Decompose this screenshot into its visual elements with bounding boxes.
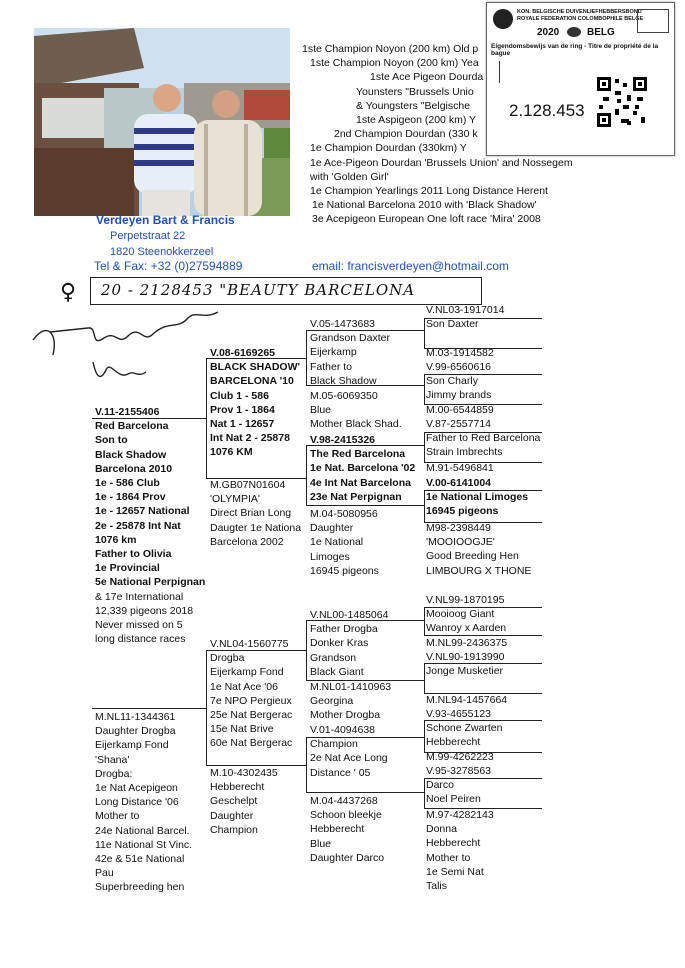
g3-line: Hebberecht — [310, 823, 365, 836]
achievement: 2nd Champion Dourdan (330 k — [334, 128, 478, 141]
g4-line: Father to Red Barcelona — [426, 432, 541, 445]
g3-c — [310, 433, 415, 504]
g4-2 — [426, 360, 491, 403]
g3-line: Blue — [310, 404, 332, 417]
dam-sire-line: 1e Nat Ace '06 — [210, 680, 278, 693]
ring-year: 2020 — [537, 27, 560, 38]
g4-line: V.00-6141004 — [426, 477, 492, 489]
main-pigeon-line: long distance races — [95, 633, 186, 646]
g4-line: V.93-4655123 — [426, 708, 492, 720]
main-pigeon-line: 12,339 pigeons 2018 — [95, 604, 194, 617]
g4-12 — [426, 707, 502, 750]
g4-line: 16945 pigeons — [426, 505, 499, 518]
achievement: 1e Champion Yearlings 2011 Long Distance Herent — [310, 185, 548, 198]
g3-line: Daughter — [310, 522, 354, 535]
dam-sire-line: 60e Nat Bergerac — [210, 737, 293, 750]
g4-line: Jonge Musketier — [426, 665, 504, 678]
pigeon-logo-icon — [637, 9, 669, 33]
dam-line: Long Distance '06 — [95, 796, 179, 809]
card-title: Eigendomsbewijs van de ring - Titre de propriété de la bague — [491, 43, 659, 57]
g4-10 — [426, 650, 504, 678]
g3-line: Father to — [310, 360, 353, 373]
sire-sire-line: 1076 KM — [210, 446, 253, 459]
g3-line: 16945 pigeons — [310, 564, 379, 577]
g4-line: V.NL03-1917014 — [426, 304, 505, 316]
main-pigeon-line: V.11-2155406 — [95, 406, 160, 418]
dam-sire-line: 7e NPO Pergieux — [210, 694, 292, 707]
g3-line: Donker Kras — [310, 637, 369, 650]
g4-line: V.NL99-1870195 — [426, 594, 505, 606]
g3-d — [310, 507, 379, 578]
g4-line: M98-2398449 — [426, 522, 491, 534]
ring-ownership-card — [486, 2, 675, 156]
g4-line: M.91-5496841 — [426, 462, 494, 474]
g3-line: 1e National — [310, 536, 364, 549]
g3-line: V.98-2415326 — [310, 434, 376, 446]
g4-line: M.NL94-1457664 — [426, 694, 508, 706]
g3-line: Georgina — [310, 695, 354, 708]
dam-line: Superbreeding hen — [95, 881, 185, 894]
g4-3 — [426, 403, 494, 417]
achievement: 1e National Barcelona 2010 with 'Black Shadow' — [312, 199, 537, 212]
dam-line: M.NL11-1344361 — [95, 711, 176, 723]
achievement: 1e Ace-Pigeon Dourdan 'Brussels Union' and Nossegem — [310, 156, 573, 169]
dam-line: Drogba: — [95, 767, 133, 780]
dam-main — [95, 710, 192, 895]
dam-sire-line: 15e Nat Brive — [210, 723, 274, 736]
handwritten-signature — [28, 300, 228, 390]
g3-line: Grandson — [310, 651, 357, 664]
g4-line: Mooioog Giant — [426, 608, 495, 621]
g3-line: Blue — [310, 837, 332, 850]
g4-line: 1e Semi Nat — [426, 865, 484, 878]
federation-name — [517, 9, 643, 23]
dam-sire — [210, 637, 292, 751]
g4-line: Strain Imbrechts — [426, 446, 503, 459]
main-pigeon — [95, 405, 205, 646]
dam-dam-line: M.10-4302435 — [210, 767, 278, 779]
g3-f — [310, 680, 391, 723]
dam-line: Daughter Drogba — [95, 725, 176, 738]
g3-line: Mother Black Shad. — [310, 418, 402, 431]
g4-13 — [426, 750, 494, 764]
dam-line: 1e Nat Acepigeon — [95, 782, 178, 795]
dam-dam-line: Daughter — [210, 809, 254, 822]
g4-line: LIMBOURG X THONE — [426, 564, 532, 577]
g3-line: V.NL00-1485064 — [310, 609, 389, 621]
g4-line: Donna — [426, 823, 457, 836]
g4-6 — [426, 476, 528, 519]
g4-line: M.00-6544859 — [426, 404, 494, 416]
g4-line: M.03-1914582 — [426, 347, 494, 359]
dam-dam — [210, 766, 278, 837]
g4-line: V.99-6560616 — [426, 361, 492, 373]
g3-line: V.01-4094638 — [310, 724, 376, 736]
g3-g — [310, 723, 388, 780]
main-pigeon-line: 2e - 25878 Int Nat — [95, 519, 181, 532]
g4-line: Schone Zwarten — [426, 722, 503, 735]
achievement: 1ste Aspigeon (200 km) Y — [356, 114, 477, 127]
female-symbol-icon: ♀ — [60, 280, 77, 305]
sire-sire — [210, 346, 300, 460]
g3-line: Grandson Daxter — [310, 332, 390, 345]
dam-dam-line: Geschelpt — [210, 795, 258, 808]
g4-line: Son Charly — [426, 375, 478, 388]
g4-line: Good Breeding Hen — [426, 550, 519, 563]
handwritten-ring-name: 20 - 2128453 "BEAUTY BARCELONA — [101, 281, 416, 299]
g4-9 — [426, 636, 507, 650]
g4-line: M.99-4262223 — [426, 751, 494, 763]
g3-line: Champion — [310, 738, 358, 751]
g4-line: V.95-3278563 — [426, 765, 492, 777]
sire-sire-line: Int Nat 2 - 25878 — [210, 432, 290, 445]
sire-dam — [210, 478, 301, 549]
dam-sire-line: Eijerkamp Fond — [210, 666, 284, 679]
emblem-icon — [567, 27, 581, 37]
dam-line: 42e & 51e National — [95, 853, 185, 866]
owner-name: Verdeyen Bart & Francis — [96, 213, 235, 227]
main-pigeon-line: 1e Provincial — [95, 562, 160, 575]
g3-line: The Red Barcelona — [310, 448, 406, 461]
dam-dam-line: Champion — [210, 823, 258, 836]
ring-country: BELG — [587, 27, 615, 38]
g4-5 — [426, 461, 494, 475]
achievement: Younsters "Brussels Unio — [356, 85, 474, 98]
g3-line: M.04-5080956 — [310, 508, 378, 520]
main-pigeon-line: 1e - 586 Club — [95, 477, 160, 490]
g3-line: 1e Nat. Barcelona '02 — [310, 462, 416, 475]
g3-e — [310, 608, 388, 679]
sire-dam-line: Daugter 1e Nationa — [210, 521, 302, 534]
sire-dam-line: Barcelona 2002 — [210, 535, 284, 548]
g4-line: Jimmy brands — [426, 389, 492, 402]
g4-line: M.97-4282143 — [426, 809, 494, 821]
main-pigeon-line: Son to — [95, 434, 128, 447]
main-pigeon-line: Barcelona 2010 — [95, 462, 173, 475]
g3-line: Distance ' 05 — [310, 766, 371, 779]
owner-email: email: francisverdeyen@hotmail.com — [312, 259, 509, 273]
sire-sire-line: Club 1 - 586 — [210, 389, 269, 402]
g4-line: Son Daxter — [426, 318, 479, 331]
g4-line: 'MOOIOOGJE' — [426, 536, 495, 549]
dam-line: Mother to — [95, 810, 140, 823]
g3-line: 4e Int Nat Barcelona — [310, 476, 411, 489]
org-line-2: ROYALE FEDERATION COLOMBOPHILE BELGE — [517, 16, 644, 22]
dam-sire-line: Drogba — [210, 652, 245, 665]
sire-dam-line: 'OLYMPIA' — [210, 493, 260, 506]
g3-line: M.05-6069350 — [310, 390, 378, 402]
g3-line: Eijerkamp — [310, 346, 357, 359]
achievement: 3e Acepigeon European One loft race 'Mira' 2008 — [312, 213, 541, 226]
sire-sire-line: BARCELONA '10 — [210, 375, 294, 388]
sire-dam-line: Direct Brian Long — [210, 507, 292, 520]
g4-line: 1e National Limoges — [426, 491, 529, 504]
main-pigeon-line: Red Barcelona — [95, 420, 169, 433]
g4-14 — [426, 764, 491, 807]
dam-line: Eijerkamp Fond — [95, 739, 169, 752]
qr-code-icon — [597, 77, 647, 127]
g3-line: Black Shadow — [310, 374, 377, 387]
g4-line: Noel Peiren — [426, 793, 481, 806]
g4-line: Wanroy x Aarden — [426, 622, 507, 635]
g4-4 — [426, 417, 540, 460]
g4-15 — [426, 808, 494, 893]
achievement: 1ste Champion Noyon (200 km) Old p — [302, 43, 479, 55]
ring-number: 2.128.453 — [509, 101, 585, 120]
sire-sire-line: BLACK SHADOW' — [210, 361, 300, 374]
g3-line: Limoges — [310, 550, 350, 563]
g3-line: Black Giant — [310, 665, 364, 678]
g3-line: 2e Nat Ace Long — [310, 752, 388, 765]
main-pigeon-line: & 17e International — [95, 590, 184, 603]
org-line-1: KON. BELGISCHE DUIVENLIEFHEBBERSBOND — [517, 9, 642, 15]
achievement: 1e Champion Dourdan (330km) Y — [310, 142, 467, 155]
g4-0 — [426, 303, 504, 331]
owners-photo — [34, 28, 290, 216]
g4-1 — [426, 346, 494, 360]
g4-line: Hebberecht — [426, 837, 481, 850]
main-pigeon-line: 1076 km — [95, 533, 137, 546]
dam-sire-line: V.NL04-1560775 — [210, 638, 289, 650]
main-pigeon-line: Black Shadow — [95, 448, 167, 461]
owner-street: Perpetstraat 22 — [110, 230, 186, 242]
g3-a — [310, 317, 390, 388]
g3-line: M.NL01-1410963 — [310, 681, 392, 693]
g3-line: 23e Nat Perpignan — [310, 490, 402, 503]
achievement: & Youngsters "Belgische — [356, 99, 471, 112]
g4-7 — [426, 521, 531, 578]
ring-mark — [499, 61, 500, 83]
dam-line: Pau — [95, 867, 114, 880]
dam-dam-line: Hebberecht — [210, 781, 265, 794]
g4-line: V.87-2557714 — [426, 418, 492, 430]
main-pigeon-line: Never missed on 5 — [95, 619, 183, 632]
dam-sire-line: 25e Nat Bergerac — [210, 709, 293, 722]
g3-line: Mother Drogba — [310, 709, 381, 722]
g3-line: Father Drogba — [310, 623, 378, 636]
g4-line: Darco — [426, 779, 455, 792]
achievement: 1ste Champion Noyon (200 km) Yea — [310, 57, 479, 70]
sire-sire-line: Nat 1 - 12657 — [210, 418, 275, 431]
sire-dam-line: M.GB07N01604 — [210, 479, 286, 491]
g3-b — [310, 389, 402, 432]
main-pigeon-line: 5e National Perpignan — [95, 576, 206, 589]
g4-line: Hebberecht — [426, 736, 481, 749]
achievement: with 'Golden Girl' — [310, 170, 389, 183]
g4-line: Mother to — [426, 851, 471, 864]
main-pigeon-line: 1e - 12657 National — [95, 505, 190, 518]
g3-line: Daughter Darco — [310, 851, 385, 864]
owner-city: 1820 Steenokkerzeel — [110, 246, 214, 258]
g4-line: V.NL90-1913990 — [426, 651, 505, 663]
sire-sire-line: Prov 1 - 1864 — [210, 403, 275, 416]
owner-phone: Tel & Fax: +32 (0)27594889 — [94, 259, 243, 273]
g3-line: Schoon bleekje — [310, 809, 382, 822]
achievement: 1ste Ace Pigeon Dourda — [370, 71, 484, 84]
g4-line: M.NL99-2436375 — [426, 637, 508, 649]
g4-8 — [426, 593, 506, 636]
dam-line: 'Shana' — [95, 753, 130, 766]
main-pigeon-line: Father to Olivia — [95, 548, 172, 561]
sire-sire-line: V.08-6169265 — [210, 347, 276, 359]
g3-h — [310, 794, 384, 865]
main-pigeon-line: 1e - 1864 Prov — [95, 491, 166, 504]
federation-logo-icon — [493, 9, 513, 29]
g3-line: M.04-4437268 — [310, 795, 378, 807]
dam-line: 24e National Barcel. — [95, 824, 190, 837]
g4-line: Talis — [426, 880, 448, 893]
g4-11 — [426, 693, 507, 707]
g3-line: V.05-1473683 — [310, 318, 376, 330]
dam-line: 11e National St Vinc. — [95, 838, 193, 851]
